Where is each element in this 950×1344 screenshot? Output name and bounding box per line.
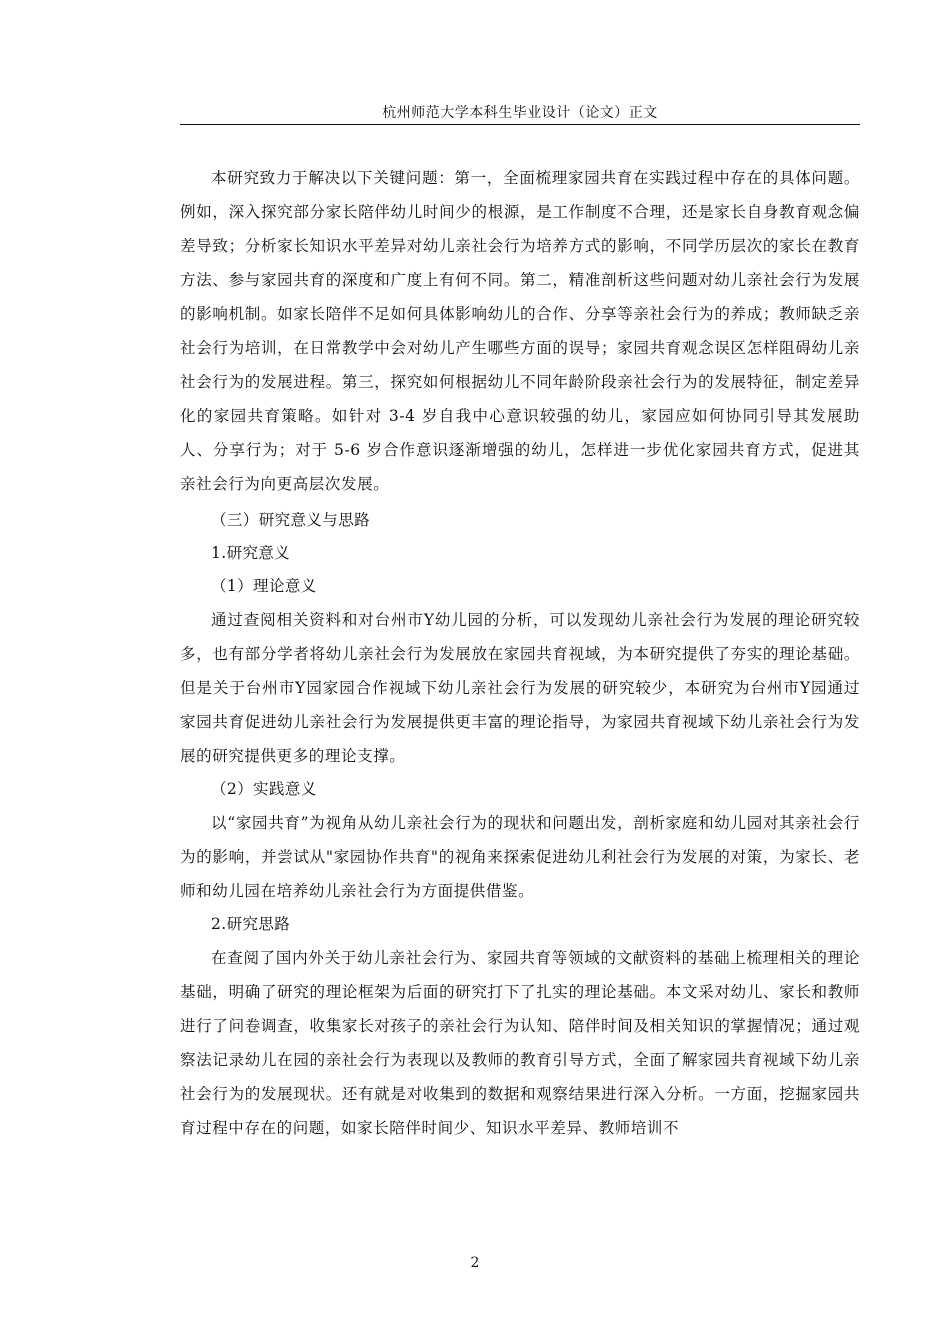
subheading-theoretical-significance: （1）理论意义 [211,577,317,595]
main-content [180,161,860,1145]
subheading-research-approach: 2.研究思路 [211,915,291,933]
subheading-practical-significance: （2）实践意义 [211,780,317,798]
section-heading-research-significance: （三）研究意义与思路 [211,511,371,529]
page-number: 2 [470,1255,480,1271]
page-header-title: 杭州师范大学本科生毕业设计（论文）正文 [382,105,658,121]
header-divider [180,124,860,125]
paragraph-key-issues: 本研究致力于解决以下关键问题：第一，全面梳理家园共育在实践过程中存在的具体问题。例如，深入探究部分家长陪伴幼儿时间少的根源，是工作制度不合理，还是家长自身教育观念偏差导致；分析家长知识水平差异对幼儿亲社会行为培养方式的影响，不同学历层次的家长在教育方法、参与家园共育的深度和广度上有何不同。第二，精准剖析这些问题对幼儿亲社会行为发展的影响机制。如家长陪伴不足如何具体影响幼儿的合作、分享等亲社会行为的养成；教师缺乏亲社会行为培训，在日常教学中会对幼儿产生哪些方面的误导；家园共育观念误区怎样阻碍幼儿亲社会行为的发展进程。第三，探究如何根据幼儿不同年龄阶段亲社会行为的发展特征，制定差异化的家园共育策略。如针对 3-4 岁自我中心意识较强的幼儿，家园应如何协同引导其发展助人、分享行为；对于 5-6 岁合作意识逐渐增强的幼儿，怎样进一步优化家园共育方式，促进其亲社会行为向更高层次发展。 [180,169,860,493]
subheading-research-significance: 1.研究意义 [211,544,291,562]
paragraph-theoretical-significance: 通过查阅相关资料和对台州市Y幼儿园的分析，可以发现幼儿亲社会行为发展的理论研究较多，也有部分学者将幼儿亲社会行为发展放在家园共育视域，为本研究提供了夯实的理论基础。但是关于台州市Y园家园合作视域下幼儿亲社会行为发展的研究较少，本研究为台州市Y园通过家园共育促进幼儿亲社会行为发展提供更丰富的理论指导，为家园共育视域下幼儿亲社会行为发展的研究提供更多的理论支撑。 [180,611,860,765]
paragraph-practical-significance: 以“家园共育”为视角从幼儿亲社会行为的现状和问题出发，剖析家庭和幼儿园对其亲社会行为的影响，并尝试从"家园协作共育"的视角来探索促进幼儿利社会行为发展的对策，为家长、老师和幼儿园在培养幼儿亲社会行为方面提供借鉴。 [180,814,860,900]
paragraph-research-approach: 在查阅了国内外关于幼儿亲社会行为、家园共育等领域的文献资料的基础上梳理相关的理论基础，明确了研究的理论框架为后面的研究打下了扎实的理论基础。本文采对幼儿、家长和教师进行了问卷调查，收集家长对孩子的亲社会行为认知、陪伴时间及相关知识的掌握情况；通过观察法记录幼儿在园的亲社会行为表现以及教师的教育引导方式，全面了解家园共育视域下幼儿亲社会行为的发展现状。还有就是对收集到的数据和观察结果进行深入分析。一方面，挖掘家园共育过程中存在的问题，如家长陪伴时间少、知识水平差异、教师培训不 [180,949,860,1137]
